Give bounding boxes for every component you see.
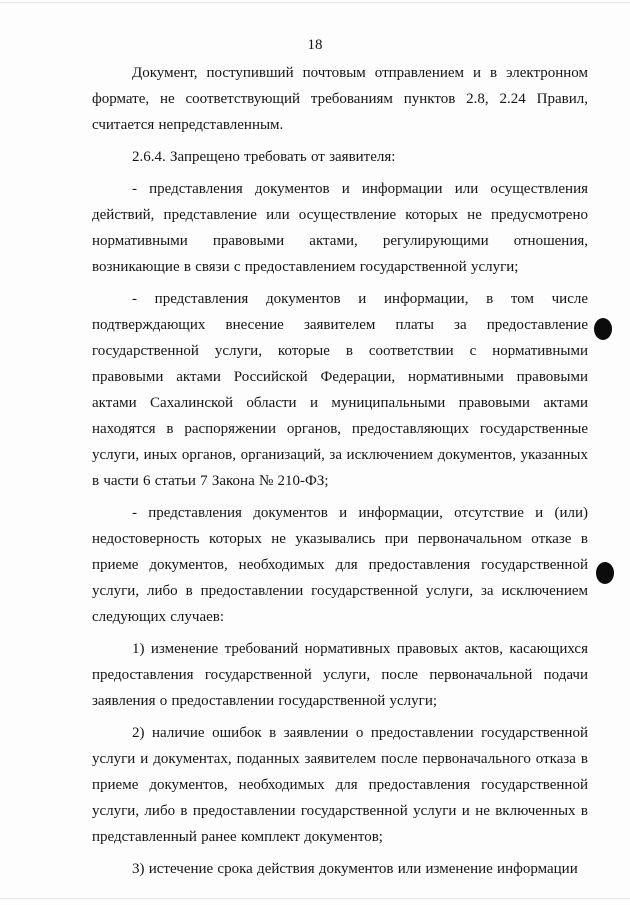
scan-edge-bottom (0, 898, 630, 899)
scan-edge-top (0, 2, 630, 3)
paragraph-item-actions-not-required: - представления документов и информации или осуществления действий, представление или осуществление которых не предусмотрено нормативными правовыми актами, регулирующими отношения, возникающие в связи с предоставлением государственной услуги; (92, 181, 588, 275)
punch-hole-mark (596, 562, 614, 584)
paragraph-item-documents-in-possession: - представления документов и информации, в том числе подтверждающих внесение заявителем платы за предоставление государственной услуги, которые в соответствии с нормативными правовыми актами Российской Федерации, нормативными правовыми актами Сахалинской области и муниципальными правовыми актами находятся в распоряжении органов, предоставляющих государственные услуги, иных органов, организаций, за исключением документов, указанных в части 6 статьи 7 Закона № 210-ФЗ; (92, 291, 588, 489)
paragraph-item-documents-not-specified: - представления документов и информации, отсутствие и (или) недостоверность которых не указывались при первоначальном отказе в приеме документов, необходимых для предоставления государственной услуги, либо в предоставлении государственной услуги, за исключением следующих случаев: (92, 505, 588, 625)
punch-hole-mark (594, 318, 612, 340)
paragraph-case-2-errors: 2) наличие ошибок в заявлении о предоставлении государственной услуги и документах, поданных заявителем после первоначального отказа в приеме документов, необходимых для предоставления государственной услуги, либо в предоставлении государственной услуги и не включенных в представленный ранее комплект документов; (92, 725, 588, 845)
document-body (92, 60, 588, 882)
paragraph-document-not-submitted: Документ, поступивший почтовым отправлением и в электронном формате, не соответствующий требованиям пунктов 2.8, 2.24 Правил, считается непредставленным. (92, 65, 588, 133)
paragraph-case-3-expiry: 3) истечение срока действия документов или изменение информации (132, 861, 578, 877)
page-number: 18 (307, 37, 323, 53)
paragraph-section-2-6-4-heading: 2.6.4. Запрещено требовать от заявителя: (132, 149, 396, 165)
paragraph-case-1-requirements-change: 1) изменение требований нормативных правовых актов, касающихся предоставления государственной услуги, после первоначальной подачи заявления о предоставлении государственной услуги; (92, 641, 588, 709)
